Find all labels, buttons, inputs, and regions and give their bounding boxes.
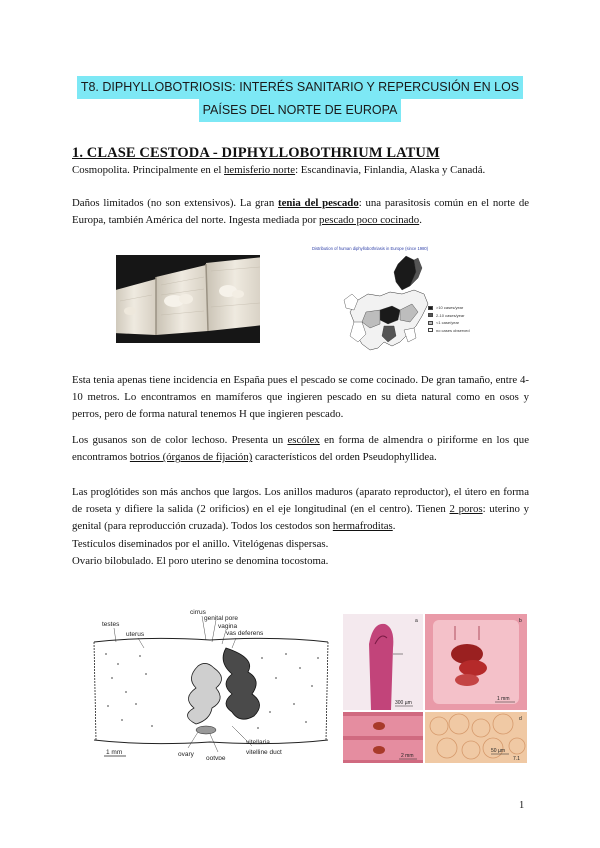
text-run: . bbox=[392, 520, 396, 533]
text-line: Testículos diseminados por el anillo. Vitelógenas dispersas. bbox=[72, 537, 329, 550]
underlined-term: botrios (órganos de fijación) bbox=[129, 451, 253, 464]
document-title bbox=[0, 76, 600, 122]
tapeworm-photo bbox=[116, 255, 260, 343]
paragraph-incidence: Esta tenia apenas tiene incidencia en España pues el pescado se come cocinado. De gran tamaño, entre 4-10 metros. Lo encontramos en mamíferos que ingieren pescado en su dieta natural como en osos y perros, pero de forma natural tenemos H que ingieren pescado. bbox=[72, 374, 529, 421]
section-heading: 1. CLASE CESTODA - DIPHYLLOBOTHRIUM LATUM bbox=[72, 145, 440, 161]
underlined-term: 2 poros bbox=[449, 503, 483, 516]
label-vagina: vagina bbox=[218, 623, 238, 630]
panel-b-scale: 1 mm bbox=[497, 696, 510, 702]
underlined-term: hermafroditas bbox=[332, 520, 393, 533]
underlined-term: escólex bbox=[287, 434, 320, 446]
paragraph-morphology bbox=[72, 432, 529, 466]
figure-label: 7.1 bbox=[513, 756, 520, 762]
label-uterus: uterus bbox=[126, 631, 145, 638]
micrograph-panels bbox=[343, 614, 527, 763]
map-legend bbox=[428, 304, 470, 334]
panel-d-letter: d bbox=[519, 716, 522, 722]
text-run: en forma de almendra o piriforme en los que encontramos bbox=[72, 434, 529, 464]
text-run: característicos del orden Pseudophyllidea. bbox=[252, 451, 437, 464]
legend-item bbox=[428, 312, 470, 320]
title-line-1: T8. DIPHYLLOBOTRIOSIS: INTERÉS SANITARIO Y REPERCUSIÓN EN LOS bbox=[77, 76, 523, 99]
text-run: Los gusanos son de color lechoso. Presenta un bbox=[72, 434, 288, 446]
title-line-2: PAÍSES DEL NORTE DE EUROPA bbox=[199, 99, 402, 122]
legend-label: no cases observed bbox=[436, 327, 470, 333]
label-vitellaria: vitellaria bbox=[246, 739, 270, 746]
text-run: : una parasitosis común en el norte de Europa, también América del norte. Ingesta mediada por bbox=[72, 197, 530, 227]
underlined-term: pescado poco cocinado bbox=[319, 214, 420, 227]
panel-a-letter: a bbox=[415, 618, 418, 624]
legend-swatch bbox=[428, 313, 433, 317]
label-ovary: ovary bbox=[178, 751, 194, 758]
underlined-term: hemisferio norte bbox=[224, 164, 296, 176]
label-vas-deferens: vas deferens bbox=[226, 630, 264, 637]
label-cirrus: cirrus bbox=[190, 609, 206, 616]
text-line: Ovario bilobulado. El poro uterino se denomina tocostoma. bbox=[72, 554, 329, 567]
legend-item bbox=[428, 304, 470, 312]
legend-item bbox=[428, 327, 470, 335]
legend-swatch bbox=[428, 321, 433, 325]
bold-term: tenia del pescado bbox=[278, 197, 359, 209]
label-scale: 1 mm bbox=[106, 749, 123, 756]
proglottid-drawing bbox=[86, 608, 334, 760]
label-vitelline-duct: vitelline duct bbox=[246, 749, 282, 756]
legend-swatch bbox=[428, 328, 433, 332]
text-run: . bbox=[419, 214, 422, 227]
page-number: 1 bbox=[519, 800, 525, 811]
panel-a-scale: 300 µm bbox=[395, 700, 412, 706]
text-run: Cosmopolita. Principalmente en el bbox=[72, 164, 225, 176]
paragraph-damage bbox=[72, 195, 529, 229]
europe-distribution-map bbox=[296, 238, 508, 362]
text-run: : Escandinavia, Finlandia, Alaska y Canadá. bbox=[295, 164, 486, 176]
legend-item bbox=[428, 319, 470, 327]
legend-swatch bbox=[428, 306, 433, 310]
text-run: : uterino y genital (para reproducción cruzada). Todos los cestodos son bbox=[72, 503, 529, 533]
legend-label: <1 case/year bbox=[436, 320, 460, 326]
label-genital-pore: genital pore bbox=[204, 615, 238, 622]
panel-d-scale: 50 µm bbox=[491, 748, 505, 754]
panel-b-letter: b bbox=[519, 618, 522, 624]
map-title: Distribution of human diphyllobothriasis in Europe (since 1980) bbox=[312, 246, 429, 251]
label-ootype: ootype bbox=[206, 755, 226, 760]
label-testes: testes bbox=[102, 621, 120, 628]
text-run: Las proglótides son más anchos que largos. Los anillos maduros (aparato reproductor), el útero en forma de roseta y difiere la salida (2 orificios) en el eje longitudinal (en el centro). Tienen bbox=[72, 486, 529, 516]
panel-c-scale: 2 mm bbox=[401, 753, 414, 759]
legend-label: 2-10 cases/year bbox=[436, 312, 465, 318]
paragraph-proglottids bbox=[72, 484, 529, 570]
text-run: Daños limitados (no son extensivos). La gran bbox=[72, 197, 278, 209]
legend-label: >10 cases/year bbox=[436, 305, 464, 311]
paragraph-distribution bbox=[72, 162, 529, 179]
